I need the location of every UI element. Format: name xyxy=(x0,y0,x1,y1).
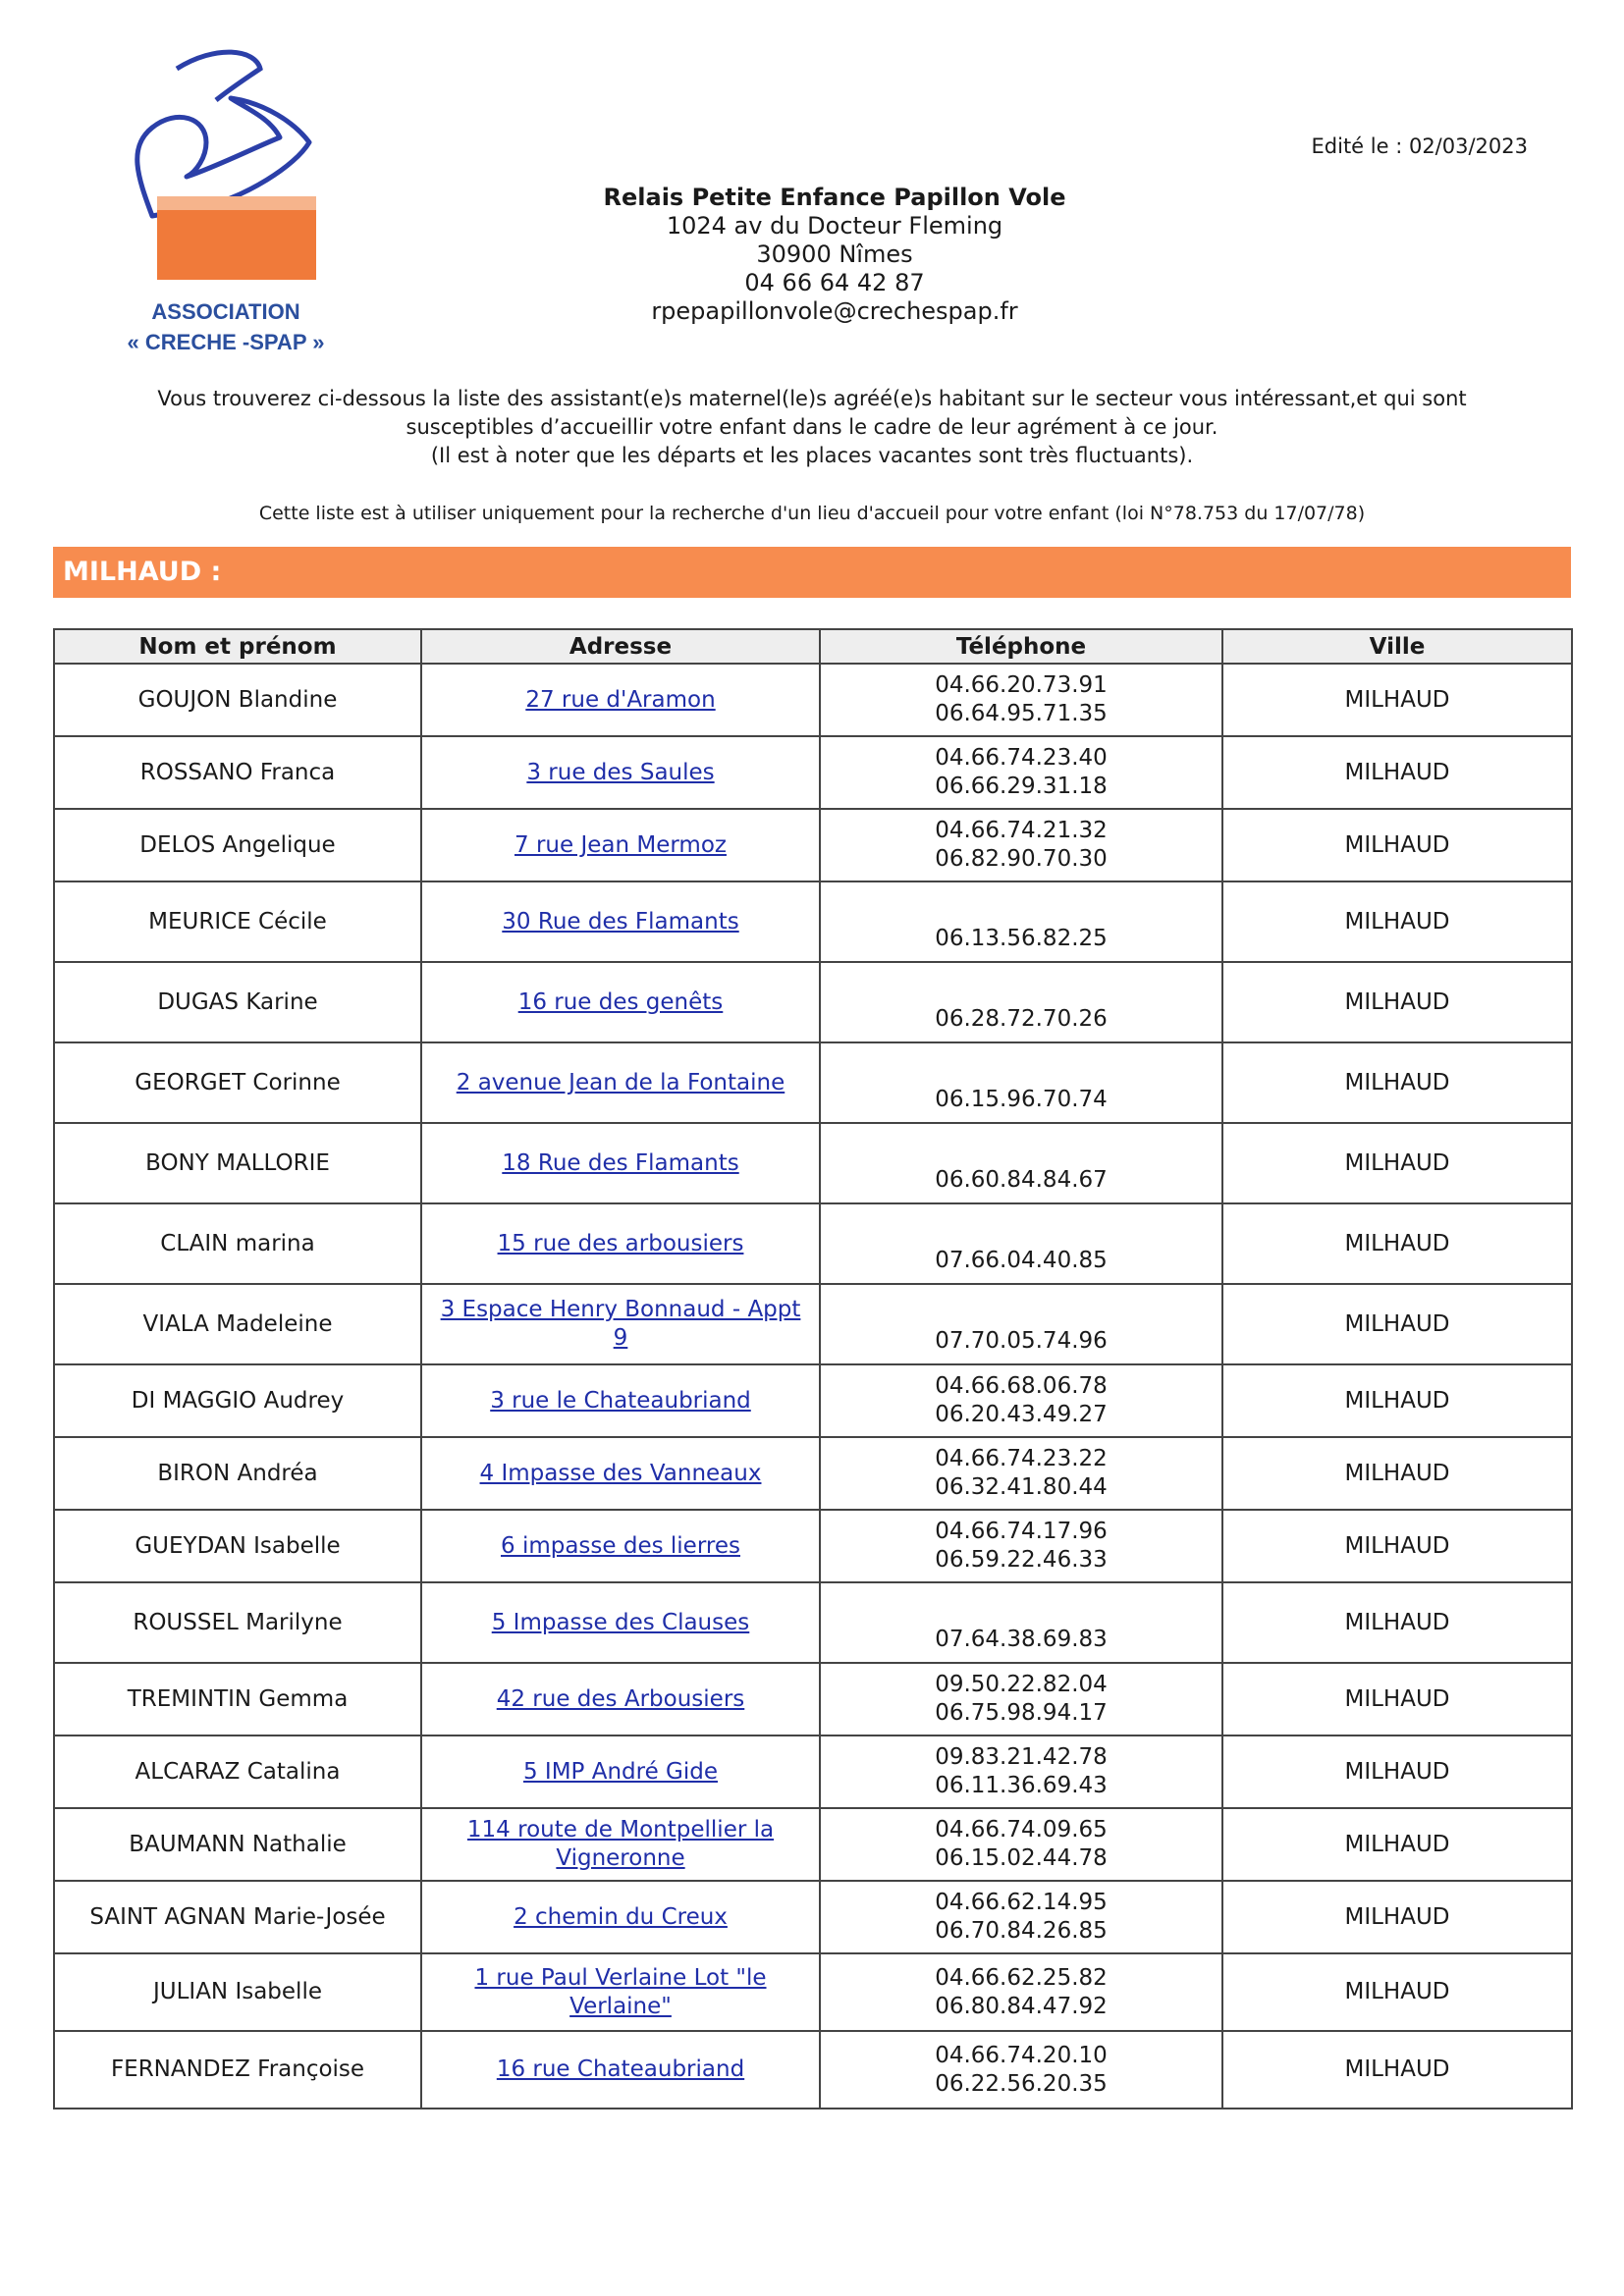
table-row xyxy=(54,1437,1572,1510)
phone-number: 06.82.90.70.30 xyxy=(935,846,1108,872)
cell-name: DI MAGGIO Audrey xyxy=(54,1364,421,1437)
cell-city: MILHAUD xyxy=(1222,809,1572,881)
cell-address xyxy=(421,1364,820,1437)
cell-address xyxy=(421,1510,820,1582)
logo-caption xyxy=(108,296,344,357)
cell-address xyxy=(421,1437,820,1510)
cell-city: MILHAUD xyxy=(1222,1364,1572,1437)
logo-line-2: « CRECHE -SPAP » xyxy=(127,330,325,354)
phone-number: 06.32.41.80.44 xyxy=(935,1474,1108,1500)
header-address: Adresse xyxy=(421,629,820,664)
address-link[interactable]: 3 rue le Chateaubriand xyxy=(490,1387,751,1414)
cell-name: GOUJON Blandine xyxy=(54,664,421,736)
phone-number: 06.13.56.82.25 xyxy=(935,926,1108,951)
cell-phone xyxy=(820,1808,1222,1881)
table-row xyxy=(54,1663,1572,1735)
cell-name: DELOS Angelique xyxy=(54,809,421,881)
cell-city: MILHAUD xyxy=(1222,1808,1572,1881)
cell-address xyxy=(421,664,820,736)
org-header xyxy=(491,184,1178,326)
table-row xyxy=(54,1364,1572,1437)
cell-phone xyxy=(820,881,1222,962)
cell-city: MILHAUD xyxy=(1222,881,1572,962)
cell-phone xyxy=(820,1510,1222,1582)
cell-name: JULIAN Isabelle xyxy=(54,1953,421,2031)
table-row xyxy=(54,1203,1572,1284)
cell-address xyxy=(421,1881,820,1953)
cell-city: MILHAUD xyxy=(1222,664,1572,736)
header-phone: Téléphone xyxy=(820,629,1222,664)
cell-city: MILHAUD xyxy=(1222,1510,1572,1582)
phone-number: 06.59.22.46.33 xyxy=(935,1547,1108,1573)
org-city: 30900 Nîmes xyxy=(756,240,913,268)
cell-city: MILHAUD xyxy=(1222,1437,1572,1510)
cell-phone xyxy=(820,664,1222,736)
phone-number: 06.70.84.26.85 xyxy=(935,1918,1108,1944)
cell-phone xyxy=(820,1284,1222,1364)
cell-name: BIRON Andréa xyxy=(54,1437,421,1510)
cell-name: ROSSANO Franca xyxy=(54,736,421,809)
logo-line-1: ASSOCIATION xyxy=(151,299,300,324)
cell-city: MILHAUD xyxy=(1222,736,1572,809)
table-header-row xyxy=(54,629,1572,664)
legal-notice: Cette liste est à utiliser uniquement pour la recherche d'un lieu d'accueil pour votre enfant (loi N°78.753 du 17/07/78) xyxy=(258,503,1366,524)
phone-number: 06.20.43.49.27 xyxy=(935,1402,1108,1427)
address-link[interactable]: 114 route de Montpellier la Vigneronne xyxy=(466,1817,775,1871)
cell-phone xyxy=(820,1123,1222,1203)
phone-number: 04.66.74.23.22 xyxy=(935,1446,1108,1471)
intro-line-2: susceptibles d’accueillir votre enfant dans le cadre de leur agrément à ce jour. xyxy=(406,415,1218,439)
phone-number: 06.80.84.47.92 xyxy=(935,1993,1108,2019)
table-row xyxy=(54,2031,1572,2109)
cell-phone xyxy=(820,1437,1222,1510)
cell-phone xyxy=(820,1364,1222,1437)
cell-city: MILHAUD xyxy=(1222,1042,1572,1123)
address-link[interactable]: 16 rue Chateaubriand xyxy=(496,2056,745,2082)
phone-number: 07.70.05.74.96 xyxy=(935,1328,1108,1354)
address-link[interactable]: 1 rue Paul Verlaine Lot "le Verlaine" xyxy=(474,1964,767,2019)
cell-name: DUGAS Karine xyxy=(54,962,421,1042)
phone-number: 06.64.95.71.35 xyxy=(935,701,1108,726)
header-city: Ville xyxy=(1222,629,1572,664)
phone-number: 09.50.22.82.04 xyxy=(935,1672,1108,1697)
section-title: MILHAUD : xyxy=(53,547,1571,598)
cell-city: MILHAUD xyxy=(1222,1582,1572,1663)
phone-number: 06.66.29.31.18 xyxy=(935,774,1108,799)
phone-number: 06.75.98.94.17 xyxy=(935,1700,1108,1726)
cell-phone xyxy=(820,1203,1222,1284)
table-row xyxy=(54,962,1572,1042)
address-link[interactable]: 3 rue des Saules xyxy=(526,759,715,785)
table-row xyxy=(54,1284,1572,1364)
cell-address xyxy=(421,809,820,881)
cell-address xyxy=(421,1284,820,1364)
intro-text xyxy=(59,385,1565,470)
cell-address xyxy=(421,1735,820,1808)
cell-name: SAINT AGNAN Marie-Josée xyxy=(54,1881,421,1953)
header-name: Nom et prénom xyxy=(54,629,421,664)
cell-name: CLAIN marina xyxy=(54,1203,421,1284)
table-row xyxy=(54,1881,1572,1953)
edited-date: Edité le : 02/03/2023 xyxy=(1311,134,1528,158)
address-link[interactable]: 4 Impasse des Vanneaux xyxy=(479,1460,762,1486)
address-link[interactable]: 42 rue des Arbousiers xyxy=(496,1685,745,1712)
address-link[interactable]: 6 impasse des lierres xyxy=(501,1532,740,1559)
phone-number: 06.22.56.20.35 xyxy=(935,2070,1108,2097)
cell-name: ALCARAZ Catalina xyxy=(54,1735,421,1808)
table-row xyxy=(54,1735,1572,1808)
cell-name: MEURICE Cécile xyxy=(54,881,421,962)
cell-phone xyxy=(820,1663,1222,1735)
phone-number: 04.66.74.17.96 xyxy=(935,1519,1108,1544)
org-address: 1024 av du Docteur Fleming xyxy=(666,212,1003,240)
intro-line-1: Vous trouverez ci-dessous la liste des assistant(e)s maternel(le)s agréé(e)s habitant sur le secteur vous intéressant,et qui sont xyxy=(157,387,1467,410)
cell-city: MILHAUD xyxy=(1222,2031,1572,2109)
address-link[interactable]: 5 Impasse des Clauses xyxy=(491,1609,750,1635)
cell-name: ROUSSEL Marilyne xyxy=(54,1582,421,1663)
table-row xyxy=(54,736,1572,809)
cell-name: VIALA Madeleine xyxy=(54,1284,421,1364)
phone-number: 04.66.68.06.78 xyxy=(935,1373,1108,1399)
cell-city: MILHAUD xyxy=(1222,1123,1572,1203)
table-row xyxy=(54,1582,1572,1663)
cell-name: GUEYDAN Isabelle xyxy=(54,1510,421,1582)
phone-number: 04.66.62.25.82 xyxy=(935,1964,1108,1991)
cell-name: TREMINTIN Gemma xyxy=(54,1663,421,1735)
address-link[interactable]: 16 rue des genêts xyxy=(517,988,724,1015)
phone-number: 04.66.20.73.91 xyxy=(935,672,1108,698)
table-row xyxy=(54,664,1572,736)
phone-number: 06.11.36.69.43 xyxy=(935,1773,1108,1798)
assistants-table xyxy=(53,628,1573,2109)
cell-address xyxy=(421,1663,820,1735)
address-link[interactable]: 3 Espace Henry Bonnaud - Appt 9 xyxy=(440,1297,801,1351)
org-email: rpepapillonvole@crechespap.fr xyxy=(651,297,1018,325)
phone-number: 07.64.38.69.83 xyxy=(935,1627,1108,1652)
table-row xyxy=(54,1953,1572,2031)
cell-city: MILHAUD xyxy=(1222,1953,1572,2031)
cell-address xyxy=(421,1582,820,1663)
address-link[interactable]: 15 rue des arbousiers xyxy=(497,1230,744,1256)
phone-number: 06.28.72.70.26 xyxy=(935,1006,1108,1032)
cell-name: GEORGET Corinne xyxy=(54,1042,421,1123)
cell-address xyxy=(421,881,820,962)
cell-phone xyxy=(820,809,1222,881)
cell-city: MILHAUD xyxy=(1222,962,1572,1042)
cell-address xyxy=(421,1808,820,1881)
cell-phone xyxy=(820,1735,1222,1808)
cell-phone xyxy=(820,1582,1222,1663)
cell-phone xyxy=(820,1042,1222,1123)
table-row xyxy=(54,1510,1572,1582)
cell-phone xyxy=(820,736,1222,809)
address-link[interactable]: 27 rue d'Aramon xyxy=(525,686,716,713)
table-row xyxy=(54,1123,1572,1203)
phone-number: 04.66.74.21.32 xyxy=(935,818,1108,843)
cell-address xyxy=(421,1203,820,1284)
address-link[interactable]: 2 chemin du Creux xyxy=(514,1903,728,1930)
cell-phone xyxy=(820,1953,1222,2031)
address-link[interactable]: 5 IMP André Gide xyxy=(522,1758,719,1785)
address-link[interactable]: 7 rue Jean Mermoz xyxy=(514,831,727,858)
table-body xyxy=(54,664,1572,2109)
cell-city: MILHAUD xyxy=(1222,1663,1572,1735)
cell-phone xyxy=(820,2031,1222,2109)
address-link[interactable]: 2 avenue Jean de la Fontaine xyxy=(456,1069,785,1095)
cell-address xyxy=(421,2031,820,2109)
cell-address xyxy=(421,1953,820,2031)
cell-name: FERNANDEZ Françoise xyxy=(54,2031,421,2109)
org-name: Relais Petite Enfance Papillon Vole xyxy=(603,184,1066,211)
phone-number: 09.83.21.42.78 xyxy=(935,1744,1108,1770)
cell-address xyxy=(421,736,820,809)
org-phone: 04 66 64 42 87 xyxy=(744,269,925,296)
table-row xyxy=(54,809,1572,881)
cell-phone xyxy=(820,1881,1222,1953)
dove-nest-logo-icon xyxy=(59,49,373,294)
cell-city: MILHAUD xyxy=(1222,1881,1572,1953)
cell-phone xyxy=(820,962,1222,1042)
phone-number: 06.15.96.70.74 xyxy=(935,1087,1108,1112)
cell-address xyxy=(421,1042,820,1123)
phone-number: 04.66.74.09.65 xyxy=(935,1817,1108,1842)
cell-city: MILHAUD xyxy=(1222,1203,1572,1284)
address-link[interactable]: 30 Rue des Flamants xyxy=(502,908,739,934)
cell-name: BONY MALLORIE xyxy=(54,1123,421,1203)
phone-number: 04.66.74.23.40 xyxy=(935,745,1108,771)
address-link[interactable]: 18 Rue des Flamants xyxy=(502,1149,739,1176)
phone-number: 07.66.04.40.85 xyxy=(935,1248,1108,1273)
phone-number: 04.66.62.14.95 xyxy=(935,1890,1108,1915)
table-row xyxy=(54,1042,1572,1123)
cell-address xyxy=(421,962,820,1042)
cell-address xyxy=(421,1123,820,1203)
phone-number: 06.60.84.84.67 xyxy=(935,1167,1108,1193)
phone-number: 06.15.02.44.78 xyxy=(935,1845,1108,1871)
table-row xyxy=(54,1808,1572,1881)
intro-line-3: (Il est à noter que les départs et les places vacantes sont très fluctuants). xyxy=(430,444,1194,467)
cell-name: BAUMANN Nathalie xyxy=(54,1808,421,1881)
cell-city: MILHAUD xyxy=(1222,1284,1572,1364)
table-row xyxy=(54,881,1572,962)
cell-city: MILHAUD xyxy=(1222,1735,1572,1808)
phone-number: 04.66.74.20.10 xyxy=(935,2042,1108,2068)
